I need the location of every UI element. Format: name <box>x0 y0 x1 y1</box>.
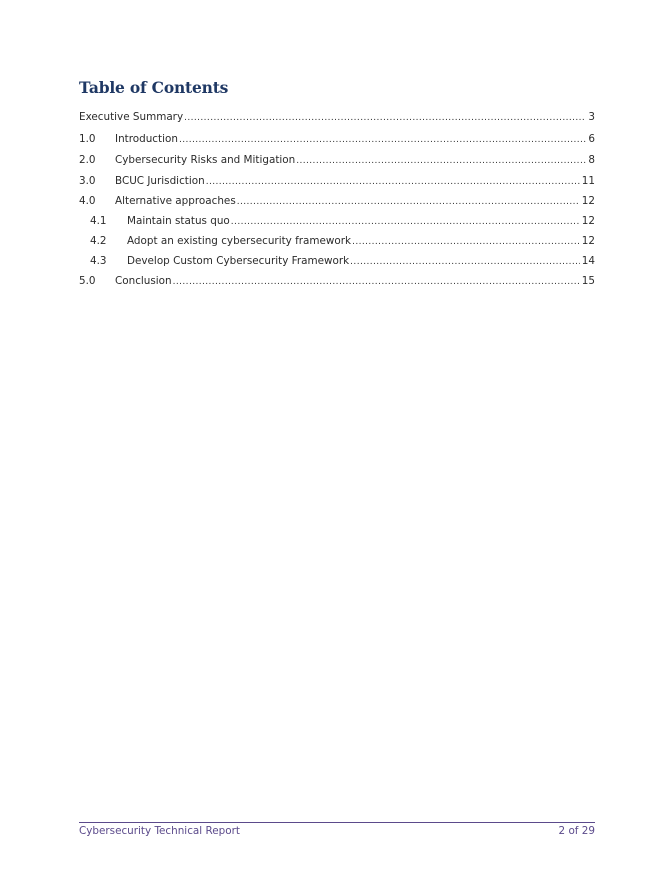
toc-leader-dots <box>206 175 580 189</box>
toc-leader-dots <box>352 235 580 249</box>
toc-entry-number: 4.1 <box>90 215 107 227</box>
toc-entry-title: Develop Custom Cybersecurity Framework <box>127 255 350 267</box>
toc-entry-page: 11 <box>581 175 595 187</box>
toc-entry-number: 4.0 <box>79 195 96 207</box>
toc-leader-dots <box>237 195 580 209</box>
toc-entry-title: Maintain status quo <box>127 215 230 227</box>
toc-entry-number: 3.0 <box>79 175 96 187</box>
footer-report-title: Cybersecurity Technical Report <box>79 825 240 837</box>
toc-heading: Table of Contents <box>79 78 229 97</box>
footer-page-indicator: 2 of 29 <box>558 825 595 837</box>
toc-leader-dots <box>179 133 586 147</box>
toc-entry-page: 12 <box>581 195 595 207</box>
toc-entry-page: 3 <box>588 111 595 123</box>
toc-entry-title: Adopt an existing cybersecurity framework <box>127 235 352 247</box>
toc-entry-title: Alternative approaches <box>115 195 236 207</box>
toc-leader-dots <box>296 154 586 168</box>
toc-entry-page: 12 <box>581 215 595 227</box>
toc-entry-page: 6 <box>588 133 595 145</box>
toc-entry-title: Conclusion <box>115 275 172 287</box>
toc-entry-number: 1.0 <box>79 133 96 145</box>
toc-entry-bcuc-jurisdiction[interactable] <box>79 174 595 188</box>
toc-entry-title: Cybersecurity Risks and Mitigation <box>115 154 296 166</box>
toc-leader-dots <box>184 111 586 125</box>
toc-entry-number: 5.0 <box>79 275 96 287</box>
toc-entry-maintain-status-quo[interactable] <box>90 214 595 228</box>
toc-entry-title: Executive Summary <box>79 111 184 123</box>
toc-entry-title: Introduction <box>115 133 178 145</box>
toc-entry-page: 15 <box>581 275 595 287</box>
toc-entry-adopt-framework[interactable] <box>90 234 595 248</box>
toc-entry-page: 12 <box>581 235 595 247</box>
toc-entry-alternative-approaches[interactable] <box>79 194 595 208</box>
toc-entry-number: 2.0 <box>79 154 96 166</box>
toc-entry-page: 8 <box>588 154 595 166</box>
toc-leader-dots <box>350 255 580 269</box>
toc-entry-executive-summary[interactable] <box>79 110 595 124</box>
toc-entry-introduction[interactable] <box>79 132 595 146</box>
toc-entry-conclusion[interactable] <box>79 274 595 288</box>
toc-entry-title: BCUC Jurisdiction <box>115 175 205 187</box>
toc-entry-risks-mitigation[interactable] <box>79 153 595 167</box>
footer-divider <box>79 822 595 823</box>
toc-entry-number: 4.2 <box>90 235 107 247</box>
toc-leader-dots <box>173 275 580 289</box>
toc-entry-custom-framework[interactable] <box>90 254 595 268</box>
toc-entry-page: 14 <box>581 255 595 267</box>
toc-leader-dots <box>231 215 580 229</box>
toc-entry-number: 4.3 <box>90 255 107 267</box>
